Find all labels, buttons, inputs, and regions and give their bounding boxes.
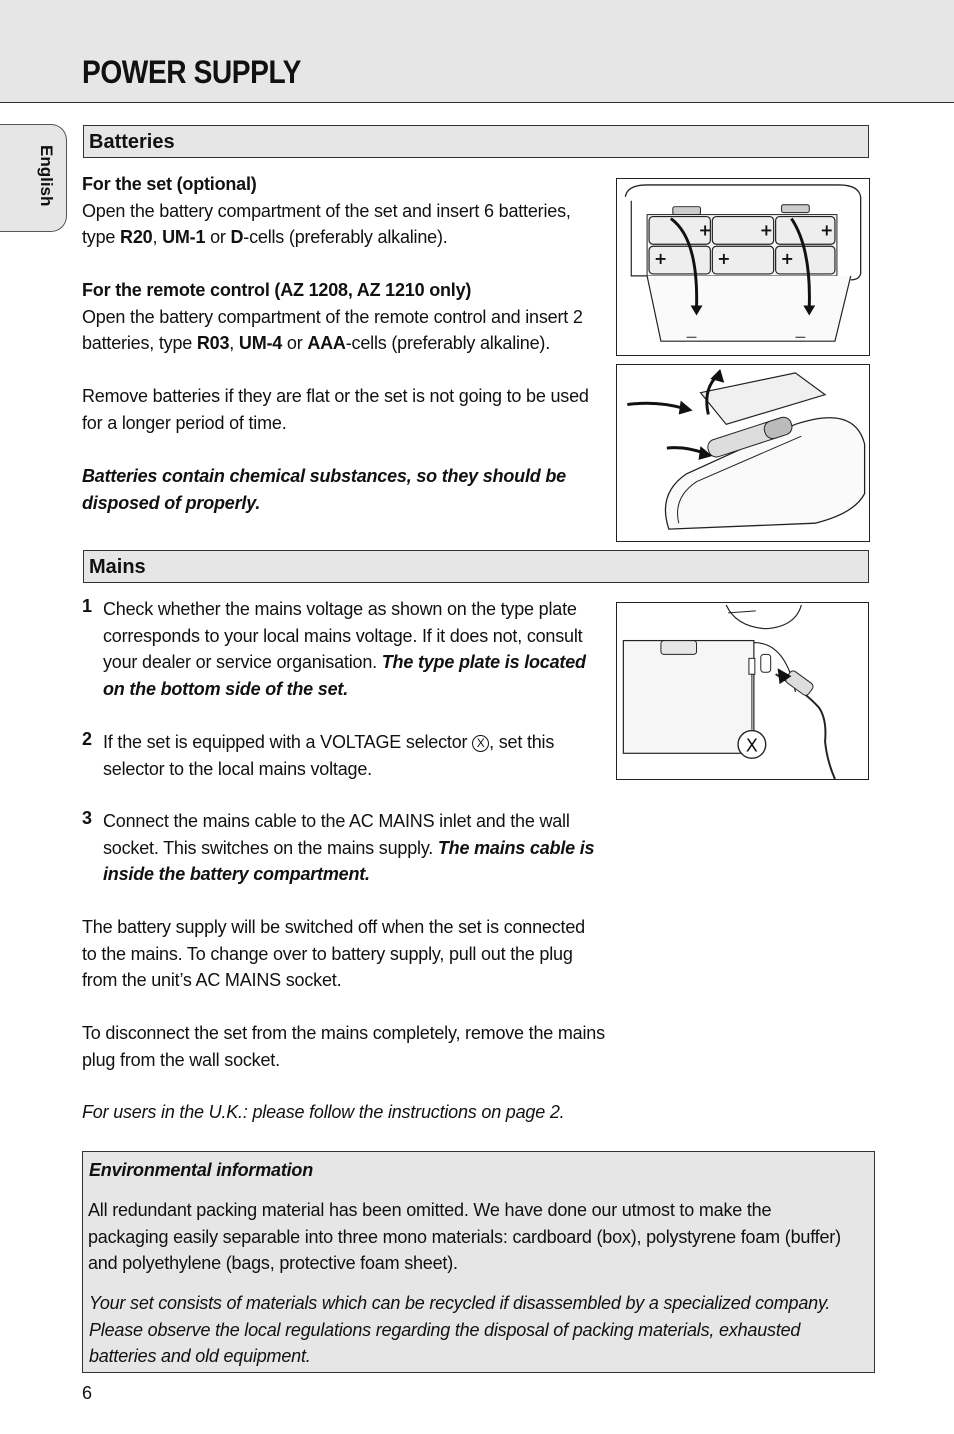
remote-text-line-1: Open the battery compartment of the remote control and insert 2	[82, 306, 583, 327]
env-p1-line-3: and polyethylene (bags, protective foam sheet).	[88, 1253, 458, 1273]
remove-line-2: for a longer period of time.	[82, 412, 287, 433]
step-number: 3	[82, 808, 93, 828]
battery-type-um1: UM-1	[162, 227, 206, 247]
svg-text:+: +	[780, 249, 794, 269]
step-2-line-1	[103, 729, 615, 756]
disconnect-line-2: plug from the wall socket.	[82, 1049, 280, 1070]
remote-battery-illustration	[616, 364, 870, 542]
switch-line-2: to the mains. To change over to battery supply, pull out the plug	[82, 943, 573, 964]
voltage-selector-label: X	[745, 735, 758, 757]
step-3-line-3: inside the battery compartment.	[103, 864, 370, 884]
warning-line-2: disposed of properly.	[82, 492, 261, 513]
step-2-line-1-tail: , set this	[489, 732, 555, 752]
remote-text-prefix: batteries, type	[82, 333, 197, 353]
remove-batteries-text	[82, 383, 612, 436]
mains-heading-text: Mains	[89, 556, 146, 578]
disconnect-text	[82, 1020, 622, 1073]
warning-line-1: Batteries contain chemical substances, so they should be	[82, 466, 566, 486]
mains-section-heading	[83, 550, 869, 583]
set-text-line-2	[82, 224, 612, 251]
set-battery-compartment-illustration	[616, 178, 870, 356]
remote-control-drawing	[617, 365, 869, 541]
environmental-heading: Environmental information	[89, 1160, 314, 1180]
mains-step-3	[103, 808, 615, 888]
env-p2-line-1: Your set consists of materials which can be recycled if disassembled by a specialized company.	[89, 1293, 831, 1313]
battery-compartment-drawing	[617, 179, 869, 355]
svg-text:+: +	[654, 249, 668, 269]
set-text-prefix: type	[82, 227, 121, 247]
remote-text-line-2	[82, 330, 612, 357]
batteries-remote-block	[82, 277, 612, 357]
separator: or	[205, 227, 231, 247]
remote-text-suffix: -cells (preferably alkaline).	[345, 333, 551, 353]
batteries-heading-text: Batteries	[89, 131, 175, 153]
step-2-line-1-text: If the set is equipped with a VOLTAGE selector	[103, 732, 473, 752]
step-1-line-4: on the bottom side of the set.	[103, 678, 348, 699]
environmental-paragraph-1	[88, 1197, 868, 1277]
switch-line-3: from the unit’s AC MAINS socket.	[82, 970, 342, 990]
step-number: 1	[82, 596, 93, 616]
page-title: POWER SUPPLY	[82, 54, 302, 90]
separator: ,	[229, 333, 239, 353]
svg-text:+: +	[759, 220, 774, 240]
separator: or	[282, 333, 308, 353]
mains-step-1	[103, 596, 615, 702]
set-text-suffix: -cells (preferably alkaline).	[243, 227, 448, 247]
voltage-selector-icon: X	[472, 735, 489, 752]
env-p2-line-2: Please observe the local regulations regarding the disposal of packing materials, exhausted	[89, 1319, 801, 1340]
step-3-line-2-emphasis: The mains cable is	[437, 837, 595, 858]
battery-type-aaa: AAA	[307, 333, 346, 353]
svg-text:+: +	[717, 249, 731, 269]
mains-inlet-illustration	[616, 602, 869, 780]
set-text-line-1: Open the battery compartment of the set and insert 6 batteries,	[82, 200, 571, 221]
battery-type-r03: R03	[196, 333, 230, 353]
mains-inlet-drawing	[617, 603, 868, 779]
env-p2-line-3: batteries and old equipment.	[89, 1346, 311, 1366]
step-2-line-2: selector to the local mains voltage.	[103, 758, 372, 779]
page-number: 6	[82, 1383, 93, 1403]
mains-step-2	[103, 729, 615, 782]
set-subheading: For the set (optional)	[82, 174, 257, 194]
environmental-info-box	[82, 1151, 875, 1373]
batteries-section-heading	[83, 125, 869, 158]
step-3-line-1: Connect the mains cable to the AC MAINS inlet and the wall	[103, 811, 570, 831]
step-number: 2	[82, 729, 93, 749]
battery-type-r20: R20	[120, 227, 153, 247]
language-tab	[0, 124, 67, 232]
step-3-line-2-text: socket. This switches on the mains supply.	[103, 837, 438, 858]
step-1-line-3	[103, 649, 615, 676]
svg-text:+: +	[820, 220, 834, 240]
battery-switch-off-text	[82, 914, 622, 994]
uk-note: For users in the U.K.: please follow the instructions on page 2.	[82, 1102, 565, 1122]
step-3-line-2	[103, 835, 615, 862]
step-1-line-3-text: your dealer or service organisation.	[103, 652, 382, 672]
language-tab-label: English	[37, 145, 56, 207]
separator: ,	[152, 227, 163, 247]
battery-type-um4: UM-4	[238, 333, 283, 353]
remove-line-1: Remove batteries if they are flat or the set is not going to be used	[82, 386, 589, 406]
batteries-set-block	[82, 171, 612, 251]
battery-type-d: D	[230, 227, 244, 247]
switch-line-1: The battery supply will be switched off when the set is connected	[82, 917, 585, 937]
svg-text:+: +	[698, 220, 712, 240]
env-p1-line-2: packaging easily separable into three mono materials: cardboard (box), polystyrene foam (buffer)	[88, 1226, 841, 1247]
environmental-paragraph-2	[89, 1290, 869, 1370]
battery-warning	[82, 463, 612, 516]
step-1-line-3-emphasis: The type plate is located	[381, 652, 586, 672]
remote-subheading: For the remote control (AZ 1208, AZ 1210 only)	[82, 280, 472, 300]
step-1-line-2: corresponds to your local mains voltage. If it does not, consult	[103, 625, 583, 646]
step-1-line-1: Check whether the mains voltage as shown on the type plate	[103, 599, 577, 619]
env-p1-line-1: All redundant packing material has been omitted. We have done our utmost to make the	[88, 1200, 772, 1220]
disconnect-line-1: To disconnect the set from the mains completely, remove the mains	[82, 1023, 605, 1043]
